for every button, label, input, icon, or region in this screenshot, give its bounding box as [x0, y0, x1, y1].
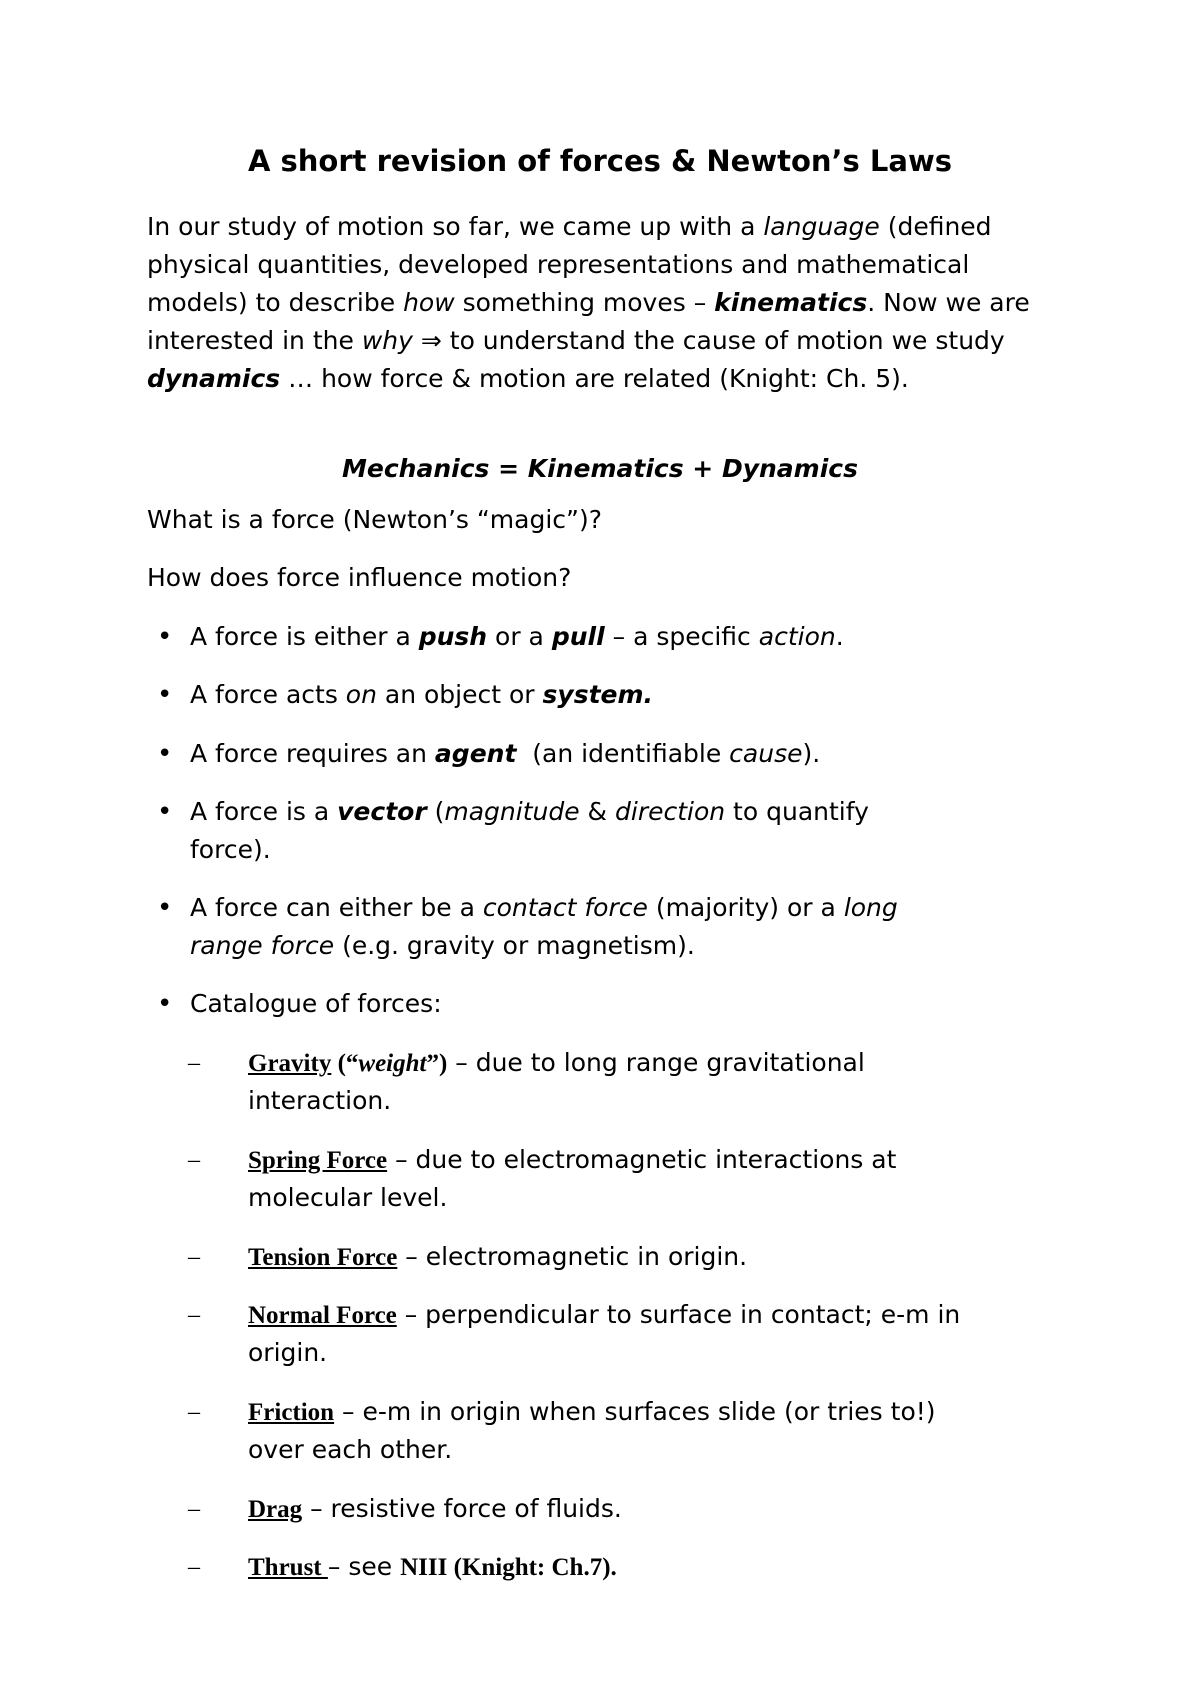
bullet-marker: •	[157, 680, 173, 710]
intro-language: language	[763, 212, 880, 241]
intro-text: … how force & motion are related (Knight: Ch. 5).	[280, 364, 909, 393]
dash-marker: –	[188, 1050, 200, 1076]
intro-dynamics: dynamics	[147, 364, 281, 393]
bullet-contact-long: A force can either be a contact force (majority) or a long	[190, 893, 898, 922]
force-drag: Drag – resistive force of fluids.	[248, 1494, 622, 1523]
intro-paragraph	[147, 208, 1077, 398]
force-tension: Tension Force – electromagnetic in origin.	[248, 1242, 748, 1271]
force-gravity: Gravity (“weight”) – due to long range gravitational	[248, 1048, 865, 1077]
force-spring: Spring Force – due to electromagnetic interactions at	[248, 1145, 897, 1174]
dash-marker: –	[188, 1244, 200, 1270]
force-spring-cont: molecular level.	[248, 1183, 448, 1212]
force-normal: Normal Force – perpendicular to surface in contact; e-m in	[248, 1300, 961, 1329]
mechanics-equation: Mechanics = Kinematics + Dynamics	[342, 454, 858, 483]
force-gravity-cont: interaction.	[248, 1086, 392, 1115]
bullet-catalogue: Catalogue of forces:	[190, 989, 442, 1018]
intro-kinematics: kinematics	[714, 288, 868, 317]
force-normal-cont: origin.	[248, 1338, 328, 1367]
dash-marker: –	[188, 1554, 200, 1580]
page-title: A short revision of forces & Newton’s Laws	[247, 144, 953, 178]
dash-marker: –	[188, 1147, 200, 1173]
bullet-vector-cont: force).	[190, 835, 271, 864]
intro-how: how	[403, 288, 455, 317]
bullet-acts-on: A force acts on an object or system.	[190, 680, 654, 709]
dash-marker: –	[188, 1302, 200, 1328]
question-force: What is a force (Newton’s “magic”)?	[147, 505, 603, 534]
intro-why: why	[361, 326, 413, 355]
bullet-agent: A force requires an agent (an identifiable cause).	[190, 739, 821, 768]
intro-text: . Now we are interested in the	[147, 288, 1030, 355]
bullet-marker: •	[157, 739, 173, 769]
bullet-marker: •	[157, 797, 173, 827]
question-motion: How does force influence motion?	[147, 563, 572, 592]
intro-text: In our study of motion so far, we came up with a	[147, 212, 764, 241]
intro-text: ⇒ to understand the cause of motion we study	[412, 326, 1005, 355]
bullet-marker: •	[157, 893, 173, 923]
dash-marker: –	[188, 1399, 200, 1425]
bullet-push-pull: A force is either a push or a pull – a specific action.	[190, 622, 844, 651]
bullet-marker: •	[157, 989, 173, 1019]
dash-marker: –	[188, 1496, 200, 1522]
intro-text: something moves –	[454, 288, 715, 317]
intro-text: (defined physical quantities, developed representations and mathematical models) to describe	[147, 212, 992, 317]
force-friction-cont: over each other.	[248, 1435, 453, 1464]
bullet-vector: A force is a vector (magnitude & direction to quantify	[190, 797, 869, 826]
bullet-marker: •	[157, 622, 173, 652]
force-friction: Friction – e-m in origin when surfaces slide (or tries to!)	[248, 1397, 936, 1426]
bullet-contact-long-cont: range force (e.g. gravity or magnetism).	[190, 931, 695, 960]
force-thrust: Thrust – see NIII (Knight: Ch.7).	[248, 1552, 617, 1581]
